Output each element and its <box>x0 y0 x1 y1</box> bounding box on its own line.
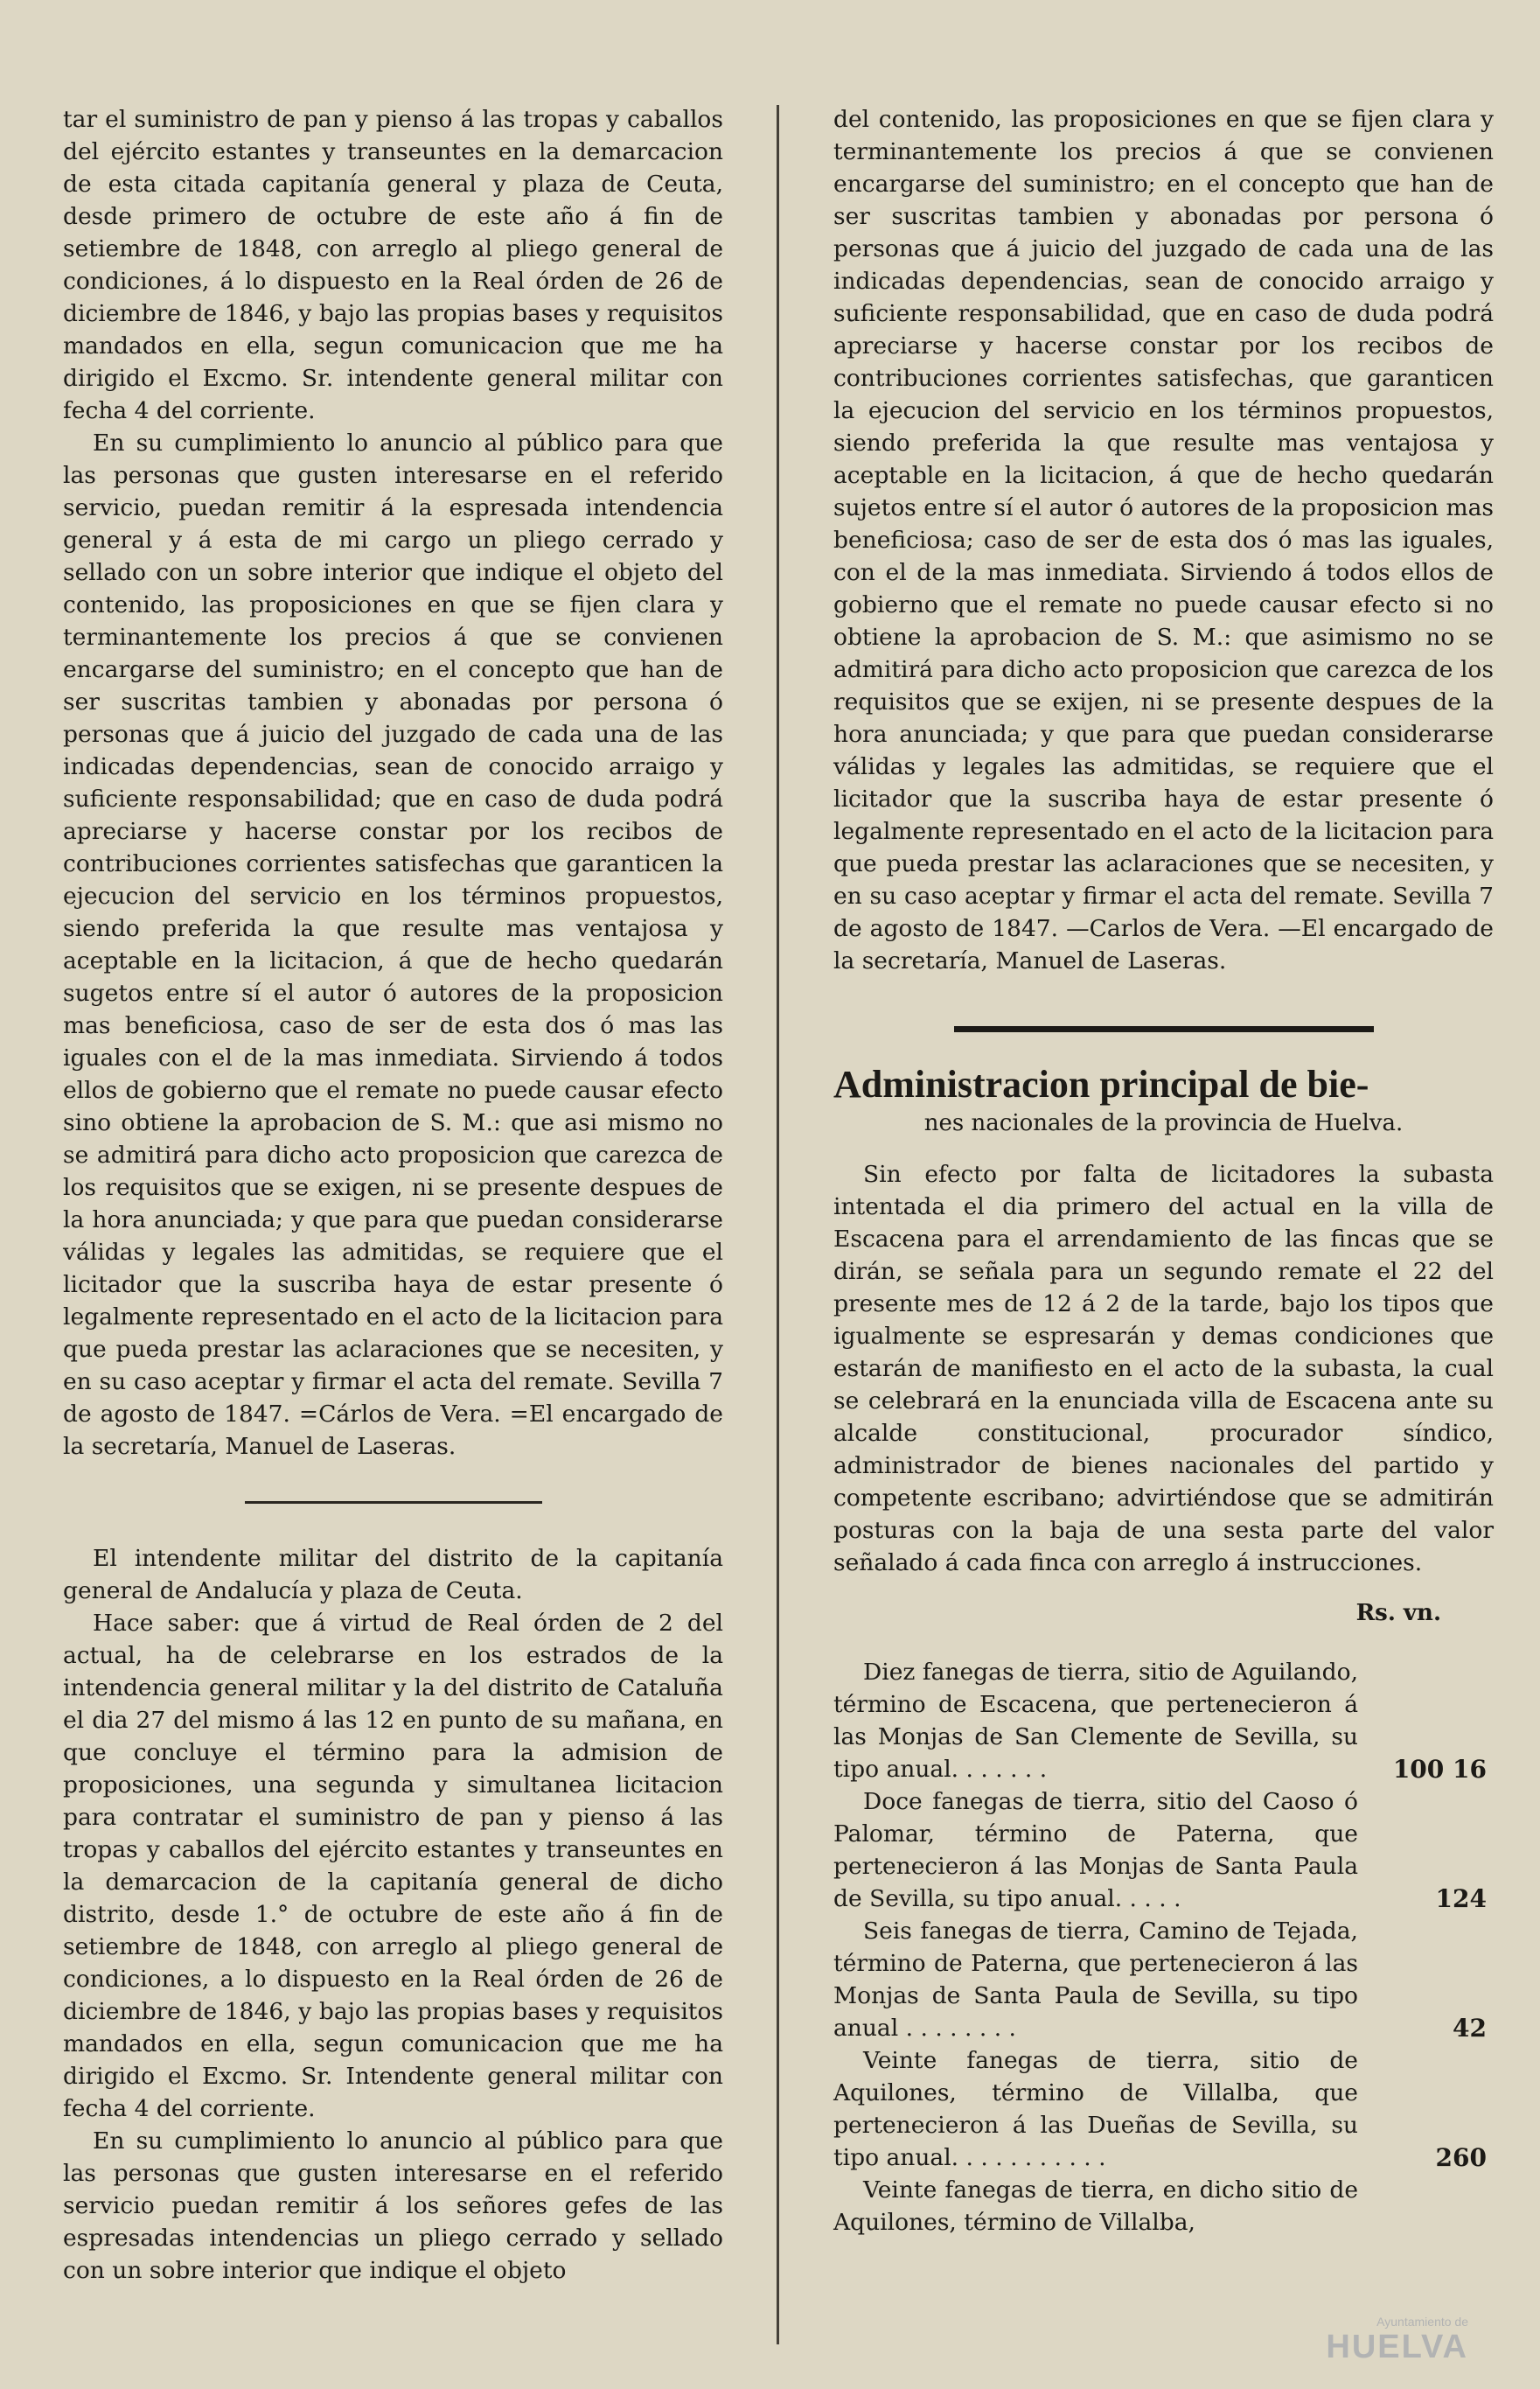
lot-value: 100 16 <box>1392 1755 1487 1784</box>
lot-description: Veinte fanegas de tierra, sitio de Aquilones, término de Villalba, que pertenecieron á las Dueñas de Sevilla, su tipo anual. . . . . . . . . . . <box>833 2047 1358 2171</box>
lot-description: Seis fanegas de tierra, Camino de Tejada, término de Paterna, que pertenecieron á las Monjas de Santa Paula de Sevilla, su tipo anual . . . . . . . . <box>833 1917 1358 2042</box>
property-lot <box>833 2174 1494 2239</box>
right-column <box>833 103 1494 2239</box>
paragraph-continuation-right: del contenido, las proposiciones en que se fijen clara y terminantemente los precios á que se convienen encargarse del suministro; en el concepto que han de ser suscritas tambien y abonadas por persona ó personas que á juicio del juzgado de cada una de las indicadas dependencias, sean de conocido arraigo y suficiente responsabilidad, que en caso de duda podrá apreciarse y hacerse constar por los recibos de contribuciones corrientes satisfechas, que garanticen la ejecucion del servicio en los términos propuestos, siendo preferida la que resulte mas ventajosa y aceptable en la licitacion, á que de hecho quedarán sujetos entre sí el autor ó autores de la proposicion mas beneficiosa; caso de ser de esta dos ó mas las iguales, con el de la mas inmediata. Sirviendo á todos ellos de gobierno que el remate no puede causar efecto si no obtiene la aprobacion de S. M.: que asimismo no se admitirá para dicho acto proposicion que carezca de los requisitos que se exijen, ni se presente despues de la hora anunciada; y que para que puedan considerarse válidas y legales las admitidas, se requiere que el licitador que la suscriba haya de estar presente ó legalmente representado en el acto de la licitacion para que pueda prestar las aclaraciones que se necesiten, y en su caso aceptar y firmar el acta del remate. Sevilla 7 de agosto de 1847. —Carlos de Vera. —El encargado de la secretaría, Manuel de Laseras. <box>833 106 1494 974</box>
section-divider-heavy <box>954 1026 1374 1032</box>
column-rule <box>777 105 779 2344</box>
property-lot <box>833 1656 1494 1785</box>
lot-value: 42 <box>1453 2014 1487 2043</box>
section-subheadline: nes nacionales de la provincia de Huelva. <box>923 1110 1404 1136</box>
currency-units: Rs. vn. <box>1355 1600 1441 1626</box>
paragraph-announcement: En su cumplimiento lo anuncio al público para que las personas que gusten interesarse en el referido servicio, puedan remitir á la espresada intendencia general y á esta de mi cargo un pliego cerrado y sellado con un sobre interior que indique el objeto del contenido, las proposiciones en que se fijen clara y terminantemente los precios á que se convienen encargarse del suministro; en el concepto que han de ser suscritas tambien y abonadas por persona ó personas que á juicio del juzgado de cada una de las indicadas dependencias, sean de conocido arraigo y suficiente responsabilidad; que en caso de duda podrá apreciarse y hacerse constar por los recibos de contribuciones corrientes satisfechas que garanticen la ejecucion del servicio en los términos propuestos, siendo preferida la que resulte mas ventajosa y aceptable en la licitacion, á que de hecho quedarán sugetos entre sí el autor ó autores de la proposicion mas beneficiosa, caso de ser de esta dos ó mas las iguales con el de la mas inmediata. Sirviendo á todos ellos de gobierno que el remate no puede causar efecto sino obtiene la aprobacion de S. M.: que asi mismo no se admitirá para dicho acto proposicion que carezca de los requisitos que se exigen, ni se presente despues de la hora anunciada; y que para que puedan considerarse válidas y legales las admitidas, se requiere que el licitador que la suscriba haya de estar presente ó legalmente representado en el acto de la licitacion para que pueda prestar las aclaraciones que se necesiten, y en su caso aceptar y firmar el acta del remate. Sevilla 7 de agosto de 1847. =Cárlos de Vera. =El encargado de la secretaría, Manuel de Laseras. <box>63 430 723 1460</box>
lot-description: Doce fanegas de tierra, sitio del Caoso ó Palomar, término de Paterna, que pertenecieron á las Monjas de Santa Paula de Sevilla, su tipo anual. . . . . <box>833 1788 1358 1912</box>
notice-title: El intendente militar del distrito de la capitanía general de Andalucía y plaza de Ceuta. <box>63 1545 723 1604</box>
watermark-caption: Ayuntamiento de <box>1376 2315 1468 2329</box>
property-lot <box>833 2044 1494 2174</box>
watermark-logo-text: HUELVA <box>1326 2329 1468 2365</box>
lot-description: Diez fanegas de tierra, sitio de Aguilando, término de Escacena, que pertenecieron á las Monjas de San Clemente de Sevilla, su tipo anual. . . . . . . <box>833 1659 1358 1783</box>
property-lot <box>833 1785 1494 1915</box>
lot-value: 124 <box>1435 1884 1487 1913</box>
section-headline: Administracion principal de bie- <box>833 1063 1369 1106</box>
section-divider <box>245 1501 542 1504</box>
paragraph-announcement-2: En su cumplimiento lo anuncio al público para que las personas que gusten interesarse en el referido servicio puedan remitir á los señores gefes de las espresadas intendencias un pliego cerrado y sellado con un sobre interior que indique el objeto <box>63 2127 723 2284</box>
property-lot <box>833 1915 1494 2044</box>
paragraph-notice: Hace saber: que á virtud de Real órden de 2 del actual, ha de celebrarse en los estrados de la intendencia general militar y la del distrito de Cataluña el dia 27 del mismo á las 12 en punto de su mañana, en que concluye el término para la admision de proposiciones, una segunda y simultanea licitacion para contratar el suministro de pan y pienso á las tropas y caballos del ejército estantes y transeuntes en la demarcacion de la capitanía general de dicho distrito, desde 1.° de octubre de este año á fin de setiembre de 1848, con arreglo al pliego general de condiciones, a lo dispuesto en la Real órden de 26 de diciembre de 1846, y bajo las propias bases y requisitos mandados en ella, segun comunicacion que me ha dirigido el Excmo. Sr. Intendente general militar con fecha 4 del corriente. <box>63 1610 723 2122</box>
lot-description: Veinte fanegas de tierra, en dicho sitio de Aquilones, término de Villalba, <box>833 2176 1358 2236</box>
left-column <box>63 103 723 2287</box>
paragraph-continuation: tar el suministro de pan y pienso á las tropas y caballos del ejército estantes y transeuntes en la demarcacion de esta citada capitanía general y plaza de Ceuta, desde primero de octubre de este año á fin de setiembre de 1848, con arreglo al pliego general de condiciones, á lo dispuesto en la Real órden de 26 de diciembre de 1846, y bajo las propias bases y requisitos mandados en ella, segun comunicacion que me ha dirigido el Excmo. Sr. intendente general militar con fecha 4 del corriente. <box>63 106 723 424</box>
lot-value: 260 <box>1435 2143 1487 2172</box>
paragraph-auction: Sin efecto por falta de licitadores la subasta intentada el dia primero del actual en la villa de Escacena para el arrendamiento de las fincas que se dirán, se señala para un segundo remate el 22 del presente mes de 12 á 2 de la tarde, bajo los tipos que igualmente se espresarán y demas condiciones que estarán de manifiesto en el acto de la subasta, la cual se celebrará en la enunciada villa de Escacena ante su alcalde constitucional, procurador síndico, administrador de bienes nacionales del partido y competente escribano; advirtiéndose que se admitirán posturas con la baja de una sesta parte del valor señalado á cada finca con arreglo á instrucciones. <box>833 1161 1494 1576</box>
archive-watermark <box>1326 2315 1468 2366</box>
